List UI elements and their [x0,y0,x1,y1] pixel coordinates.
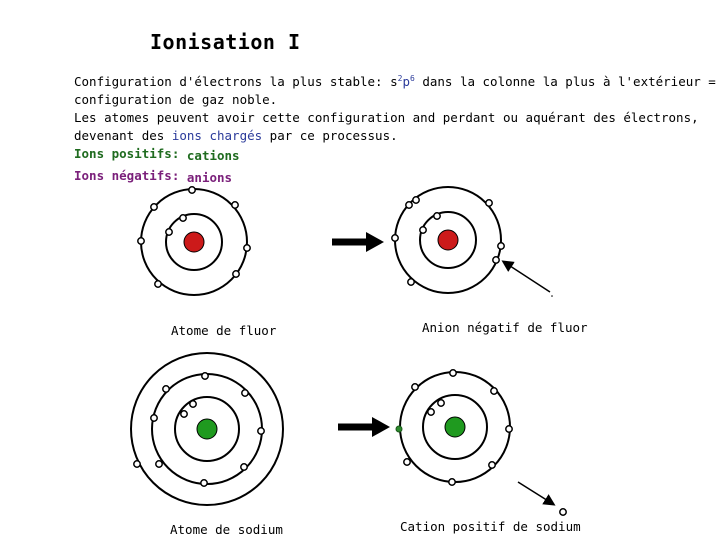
green-electron-marker [396,426,402,432]
line-1-start: Configuration d'électrons la plus stable: s [74,74,398,90]
sodium-cation [396,370,512,485]
outgoing-electron-arrow [518,482,553,504]
caption-sodium-cation: Cation positif de sodium [400,519,581,534]
line-1-end: dans la colonne la plus à l'extérieur = [414,74,716,90]
sup-2: 2 [397,74,403,83]
caption-fluoride-anion: Anion négatif de fluor [422,320,588,335]
line-4-start: devenant des [74,128,172,144]
fluoride-anion [392,187,504,293]
fluoride-nucleus [438,230,458,250]
sodium-atom [131,353,283,505]
positive-ions-label: Ions positifs: [74,146,180,162]
line-4-end: par ce processus. [262,128,398,144]
anions-term: anions [186,170,233,186]
sup-6: 6 [409,74,415,83]
cations-term: cations [186,148,240,164]
line-3: Les atomes peuvent avoir cette configuration and perdant ou aquérant des électrons, [74,110,699,126]
slide-title: Ionisation I [150,30,301,54]
sodium-nucleus [197,419,217,439]
fluorine-nucleus [184,232,204,252]
line-2: configuration de gaz noble. [74,92,278,108]
caption-sodium-atom: Atome de sodium [170,522,283,537]
fluorine-atom [138,187,250,295]
negative-ions-label: Ions négatifs: [74,168,180,184]
free-electron [560,509,566,515]
caption-fluorine-atom: Atome de fluor [171,323,277,338]
ions-charges-term: ions chargés [171,128,263,144]
incoming-electron-arrow [504,262,550,292]
cation-nucleus [445,417,465,437]
orbital-p: p [402,74,410,90]
